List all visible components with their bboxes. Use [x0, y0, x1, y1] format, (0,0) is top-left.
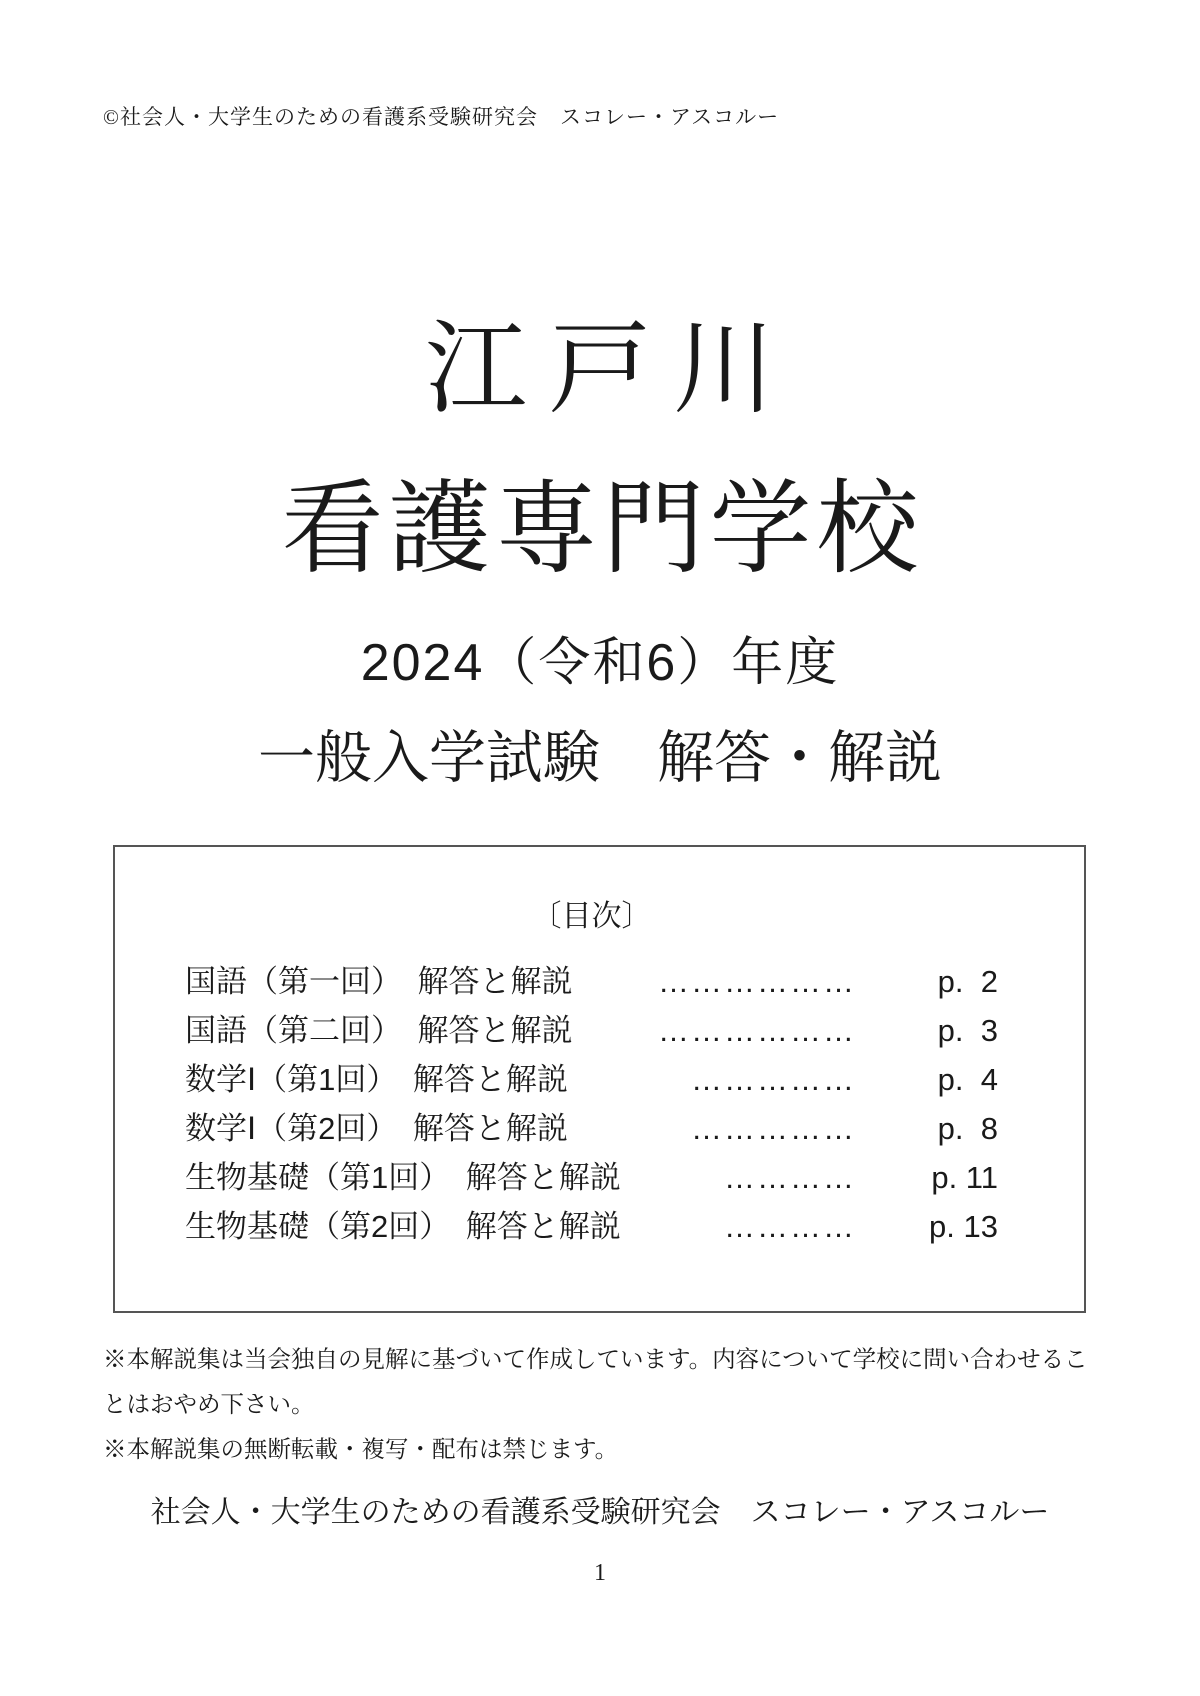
toc-item-label: 数学Ⅰ（第1回） 解答と解説: [185, 1062, 568, 1097]
disclaimer-notes: [103, 1338, 1105, 1473]
page-number: 1: [594, 1560, 606, 1586]
toc-row: [185, 1104, 998, 1153]
toc-dot-leader: ………………: [658, 1013, 856, 1048]
toc-row: [185, 1055, 998, 1104]
disclaimer-note: ※本解説集は当会独自の見解に基づいて作成しています。内容について学校に問い合わせることはおやめ下さい。: [103, 1347, 1088, 1418]
toc-item-label: 国語（第一回） 解答と解説: [185, 964, 573, 999]
toc-dot-leader: ………………: [658, 964, 856, 999]
toc-list: [185, 957, 998, 1251]
toc-item-label: 生物基礎（第1回） 解答と解説: [185, 1160, 621, 1195]
school-title-line1: 江戸川: [425, 312, 797, 426]
toc-page-ref: p. 8: [937, 1111, 998, 1146]
toc-row: [185, 1006, 998, 1055]
toc-heading: 〔目次〕: [531, 900, 652, 933]
toc-item-label: 生物基礎（第2回） 解答と解説: [185, 1209, 621, 1244]
toc-item-label: 国語（第二回） 解答と解説: [185, 1013, 573, 1048]
table-of-contents-box: [113, 845, 1086, 1313]
toc-page-ref: p. 4: [937, 1062, 998, 1097]
toc-page-ref: p. 11: [931, 1160, 998, 1195]
toc-page-ref: p. 3: [937, 1013, 998, 1048]
copyright-line: ©社会人・大学生のための看護系受験研究会 スコレー・アスコルー: [103, 105, 780, 129]
toc-dot-leader: ……………: [691, 1062, 856, 1097]
exam-year: 2024（令和6）年度: [360, 634, 840, 692]
toc-page-ref: p. 13: [929, 1209, 998, 1244]
toc-row: [185, 1202, 998, 1251]
school-title-line2: 看護専門学校: [281, 472, 924, 586]
footer-organization: 社会人・大学生のための看護系受験研究会 スコレー・アスコルー: [150, 1496, 1050, 1529]
toc-item-label: 数学Ⅰ（第2回） 解答と解説: [185, 1111, 568, 1146]
toc-page-ref: p. 2: [937, 964, 998, 999]
toc-row: [185, 957, 998, 1006]
toc-dot-leader: …………: [724, 1160, 856, 1195]
toc-row: [185, 1153, 998, 1202]
disclaimer-note: ※本解説集の無断転載・複写・配布は禁じます。: [103, 1437, 619, 1463]
exam-subtitle: 一般入学試験 解答・解説: [258, 726, 942, 790]
toc-dot-leader: …………: [724, 1209, 856, 1244]
toc-dot-leader: ……………: [691, 1111, 856, 1146]
